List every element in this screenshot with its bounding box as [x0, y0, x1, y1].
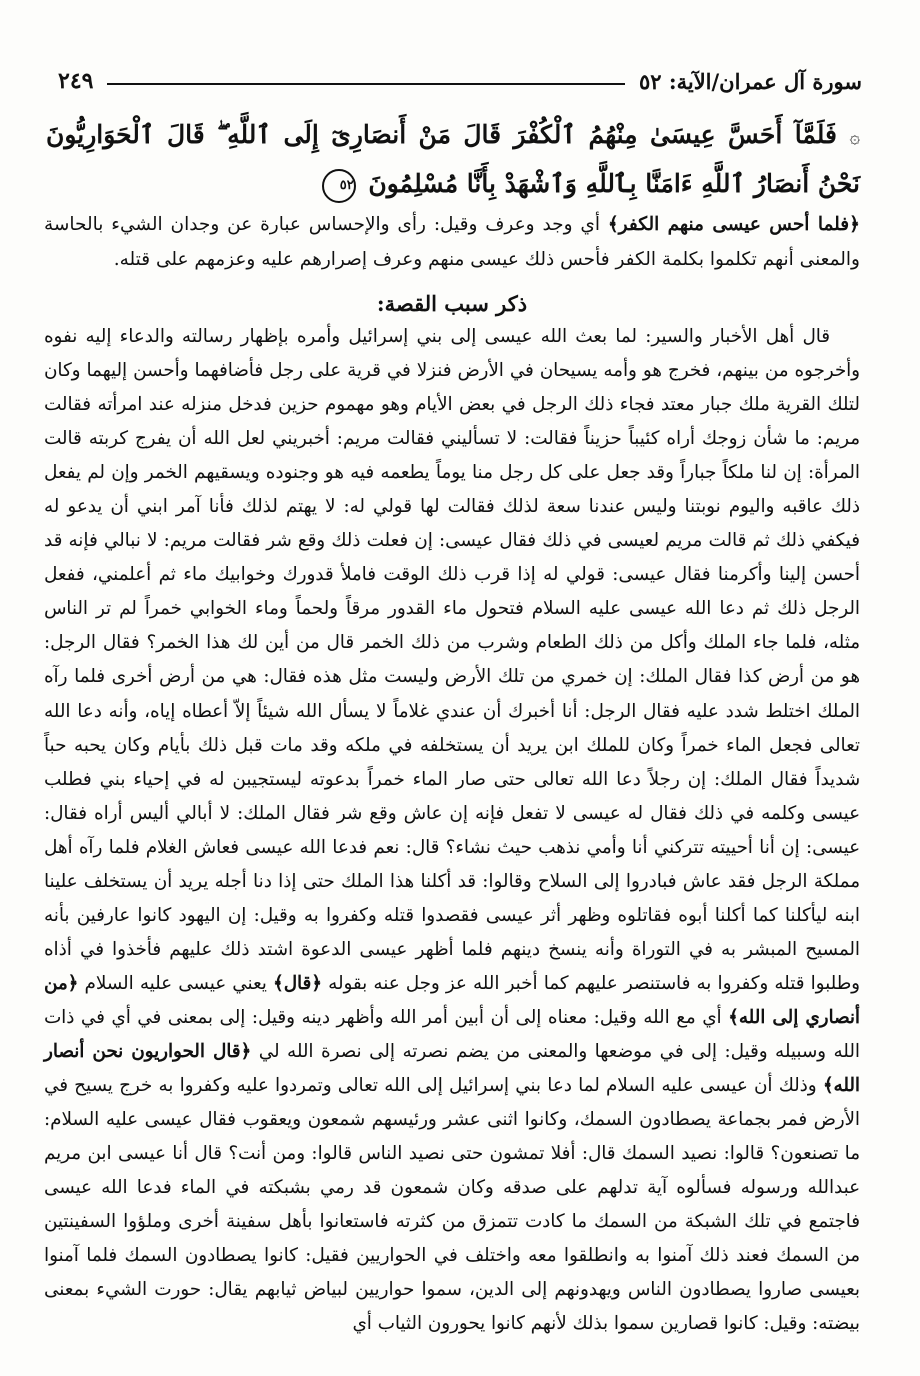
intro-quote: ﴿فلما أحس عيسى منهم الكفر﴾ [607, 214, 860, 235]
story-text-1: قال أهل الأخبار والسير: لما بعث الله عيسى إلى بني إسرائيل وأمره بإظهار رسالته والدعاء إليه نفوه وأخرجوه من بينهم، فخرج هو وأمه يسيحان في الأرض فنزلا في قرية على رجل فأضافهما وأحسن إليهما وكان لتلك القرية ملك جبار معتد فجاء ذلك الرجل في بعض الأيام وهو مهموم حزين فدخل منزله عند امرأته فقالت مريم: ما شأن زوجك أراه كئيباً حزيناً فقالت: لا تسأليني فقالت مريم: أخبريني لعل الله أن يفرج كربته قالت المرأة: إن لنا ملكاً جباراً وقد جعل على كل رجل منا يوماً يطعمه فيه هو وجنوده ويسقيهم الخمر وإن لم يفعل ذلك عاقبه واليوم نوبتنا وليس عندنا سعة لذلك فقالت لها قولي له: لا يهتم لذلك فأنا آمر ابني أن يدعو له فيكفي ذلك ثم قالت مريم لعيسى في ذلك فقال عيسى: إن فعلت ذلك وقع شر فقالت مريم: لا نبالي فإنه قد أحسن إلينا وأكرمنا فقال عيسى: قولي له إذا قرب ذلك الوقت فاملأ قدورك وخوابيك ماء ثم أعلمني، ففعل الرجل ذلك ثم دعا الله عيسى عليه السلام فتحول ماء القدور مرقاً ولحماً وماء الخوابي خمراً لم تر الناس مثله، فلما جاء الملك وأكل من ذلك الطعام وشرب من ذلك الخمر قال من أين لك هذا الخمر؟ فقال الرجل: هو من أرض كذا فقال الملك: إن خمري من تلك الأرض وليست مثل هذه فقال: هي من أرض أخرى فلما رآه الملك اختلط شدد عليه فقال الرجل: أنا أخبرك أن عندي غلاماً لا يسأل الله شيئاً إلاّ أعطاه إياه، وأنه دعا الله تعالى فجعل الماء خمراً وكان للملك ابن يريد أن يستخلفه في ملكه وقد مات قبل ذلك بأيام وكان يحبه حباً شديداً فقال الملك: إن رجلاً دعا الله تعالى حتى صار الماء خمراً بدعوته ليستجيبن له في إحياء بني فطلب عيسى وكلمه في ذلك فقال له عيسى لا تفعل فإنه إن عاش وقع شر فقال الملك: لا أبالي أليس أراه فقال: عيسى: إن أنا أحييته تتركني أنا وأمي نذهب حيث نشاء؟ قال: نعم فدعا الله عيسى فعاش الغلام فلما رآه أهل مملكة الرجل فقد عاش فبادروا إلى السلاح وقالوا: قد أكلنا هذا الملك حتى إذا دنا أجله يريد أن يستخلف علينا ابنه ليأكلنا كما أكلنا أبوه فقاتلوه وظهر أثر عيسى فقصدوا قتله وكفروا به وقيل: إن اليهود كانوا عارفين بأنه المسيح المبشر به في التوراة وأنه ينسخ دينهم فلما أظهر عيسى الدعوة اشتد ذلك عليهم فأخذوا في أذاه وطلبوا قتله وكفروا به فاستنصر عليهم كما أخبر الله عز وجل عنه بقوله [44, 326, 860, 994]
intro-paragraph [44, 208, 860, 277]
quran-verse [46, 112, 860, 207]
page-header [58, 64, 862, 98]
surah-verse-label: سورة آل عمران/الآية: ٥٢ [638, 68, 862, 94]
story-text-2: يعني عيسى عليه السلام [78, 972, 274, 994]
header-rule [107, 83, 625, 85]
story-text-3: أي مع الله وقيل: معناه إلى أن أبين أمر الله وأظهر دينه وقيل: إلى بمعنى في أي في ذات الله وسبيله وقيل: إلى في موضعها والمعنى من يضم نصرته إلى نصرة الله لي [44, 1006, 860, 1062]
story-paragraph [44, 320, 860, 1341]
verse-text: فَلَمَّآ أَحَسَّ عِيسَىٰ مِنْهُمُ ٱلْكُفْرَ قَالَ مَنْ أَنصَارِىٓ إِلَى ٱللَّهِ ۖ قَالَ ٱلْحَوَارِيُّونَ نَحْنُ أَنصَارُ ٱللَّهِ ءَامَنَّا بِٱللَّهِ وَٱشْهَدْ بِأَنَّا مُسْلِمُونَ [46, 120, 860, 198]
verse-number-marker: ٥٢ [322, 169, 356, 203]
story-text-4: وذلك أن عيسى عليه السلام لما دعا بني إسرائيل إلى الله تعالى وتمردوا عليه وكفروا به خرج يسيح في الأرض فمر بجماعة يصطادون السمك، وكانوا اثنى عشر ورئيسهم شمعون ويعقوب فقال عيسى عليه السلام: ما تصنعون؟ قالوا: نصيد السمك قال: أفلا تمشون حتى نصيد الناس قالوا: ومن أنت؟ قال أنا عيسى ابن مريم عبدالله ورسوله فسألوه آية تدلهم على صدقه وكان شمعون قد رمي بشبكته في الماء فدعا الله عيسى فاجتمع في تلك الشبكة من السمك ما كادت تتمزق من كثرته فاستعانوا بأهل سفينة أخرى وملؤوا السفينتين من السمك فعند ذلك آمنوا به وانطلقوا معه واختلف في الحواريين فقيل: كانوا يصطادون السمك فلما آمنوا بعيسى صاروا يصطادون الناس ويهدونهم إلى الدين، سموا حواريين لبياض ثيابهم يقال: حورت الشيء بمعنى بيضته: وقيل: كانوا قصارين سموا بذلك لأنهم كانوا يحورون الثياب أي [44, 1075, 860, 1335]
story-quote-2: ﴿من أنصاري إلى الله﴾ [44, 972, 860, 1028]
page-number: ٢٤٩ [58, 68, 94, 94]
section-title: ذكر سبب القصة: [376, 291, 528, 316]
story-quote-1: ﴿قال﴾ [273, 972, 322, 994]
verse-start-ornament: ۞ [849, 127, 860, 148]
intro-text: أي وجد وعرف وقيل: رأى والإحساس عبارة عن وجدان الشيء بالحاسة والمعنى أنهم تكلموا بكلمة الكفر فأحس ذلك عيسى منهم وعرف إصرارهم عليه وعزمهم على قتله. [44, 214, 860, 270]
story-quote-3: ﴿قال الحواريون نحن أنصار الله﴾ [44, 1040, 860, 1097]
